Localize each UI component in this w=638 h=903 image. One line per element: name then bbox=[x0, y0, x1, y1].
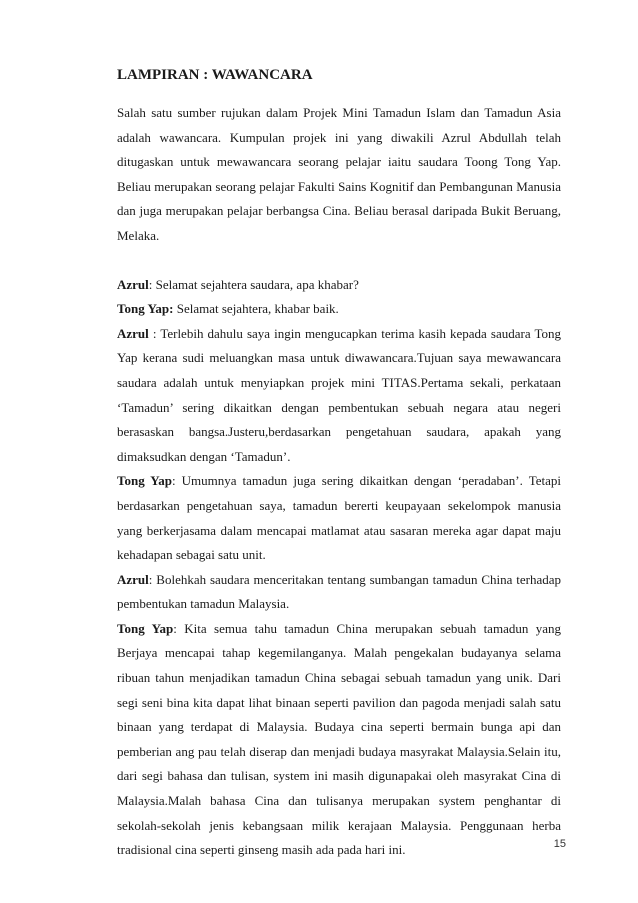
dialogue-text: Selamat sejahtera saudara, apa khabar? bbox=[155, 276, 359, 292]
speaker-name: Azrul bbox=[117, 276, 149, 292]
speaker-separator: : bbox=[173, 620, 185, 636]
dialogue-text: Umumnya tamadun juga sering dikaitkan dengan ‘peradaban’. Tetapi berdasarkan pengetahuan saya, tamadun bererti keupayaan sekelompok manusia yang berkerjasama dalam mencapai matlamat atau sasaran mereka agar dapat maju kehadapan sebagai satu unit. bbox=[117, 473, 561, 563]
dialogue-text: Selamat sejahtera, khabar baik. bbox=[176, 301, 339, 317]
speaker-name: Tong Yap bbox=[117, 620, 174, 636]
page-title: LAMPIRAN : WAWANCARA bbox=[117, 67, 313, 83]
dialogue-text: Bolehkah saudara menceritakan tentang sumbangan tamadun China terhadap pembentukan tamadun Malaysia. bbox=[117, 571, 561, 612]
intro-paragraph: Salah satu sumber rujukan dalam Projek Mini Tamadun Islam dan Tamadun Asia adalah wawancara. Kumpulan projek ini yang diwakili Azrul Abdullah telah ditugaskan untuk mewawancara seorang pelajar iaitu saudara Toong Tong Yap. Beliau merupakan seorang pelajar Fakulti Sains Kognitif dan Pembangunan Manusia dan juga merupakan pelajar berbangsa Cina. Beliau berasal daripada Bukit Beruang, Melaka. bbox=[117, 105, 561, 243]
speaker-separator: : bbox=[148, 571, 157, 587]
speaker-name: Azrul bbox=[117, 571, 149, 587]
dialogue-line bbox=[117, 273, 561, 298]
dialogue-text: Terlebih dahulu saya ingin mengucapkan terima kasih kepada saudara Tong Yap kerana sudi meluangkan masa untuk diwawancara.Tujuan saya mewawancara saudara adalah untuk menyiapkan projek mini TITAS.Pertama sekali, perkataan ‘Tamadun’ sering dikaitkan dengan pembentukan sebuah negara atau negeri berasaskan bangsa.Justeru,berdasarkan pengetahuan saudara, apakah yang dimaksudkan dengan ‘Tamadun’. bbox=[117, 325, 561, 464]
speaker-name: Tong Yap: bbox=[117, 301, 174, 317]
dialogue-line bbox=[117, 322, 561, 470]
speaker-separator: : bbox=[148, 325, 161, 341]
speaker-name: Tong Yap bbox=[117, 473, 172, 489]
speaker-separator: : bbox=[171, 473, 182, 489]
dialogue-line bbox=[117, 568, 561, 617]
speaker-separator: : bbox=[148, 276, 156, 292]
dialogue-line bbox=[117, 617, 561, 863]
dialogue-line bbox=[117, 469, 561, 567]
speaker-name: Azrul bbox=[117, 325, 149, 341]
document-page bbox=[117, 66, 561, 863]
page-number: 15 bbox=[553, 838, 566, 850]
dialogue-text: Kita semua tahu tamadun China merupakan sebuah tamadun yang Berjaya mencapai tahap kegemilanganya. Malah pengekalan budayanya selama ribuan tahun menjadikan tamadun China sebagai sebuah tamadun yang unik. Dari segi seni bina kita dapat lihat binaan seperti pavilion dan pagoda menjadi salah satu binaan yang terdapat di Malaysia. Budaya cina seperti bermain bunga api dan pemberian ang pau telah diserap dan menjadi budaya masyrakat Malaysia.Selain itu, dari segi bahasa dan tulisan, system ini masih digunapakai oleh masyrakat Cina di Malaysia.Malah bahasa Cina dan tulisanya merupakan system penghantar di sekolah-sekolah jenis kebangsaan milik kerajaan Malaysia. Penggunaan herba tradisional cina seperti ginseng masih ada pada hari ini. bbox=[117, 620, 561, 858]
dialogue-line bbox=[117, 297, 561, 322]
